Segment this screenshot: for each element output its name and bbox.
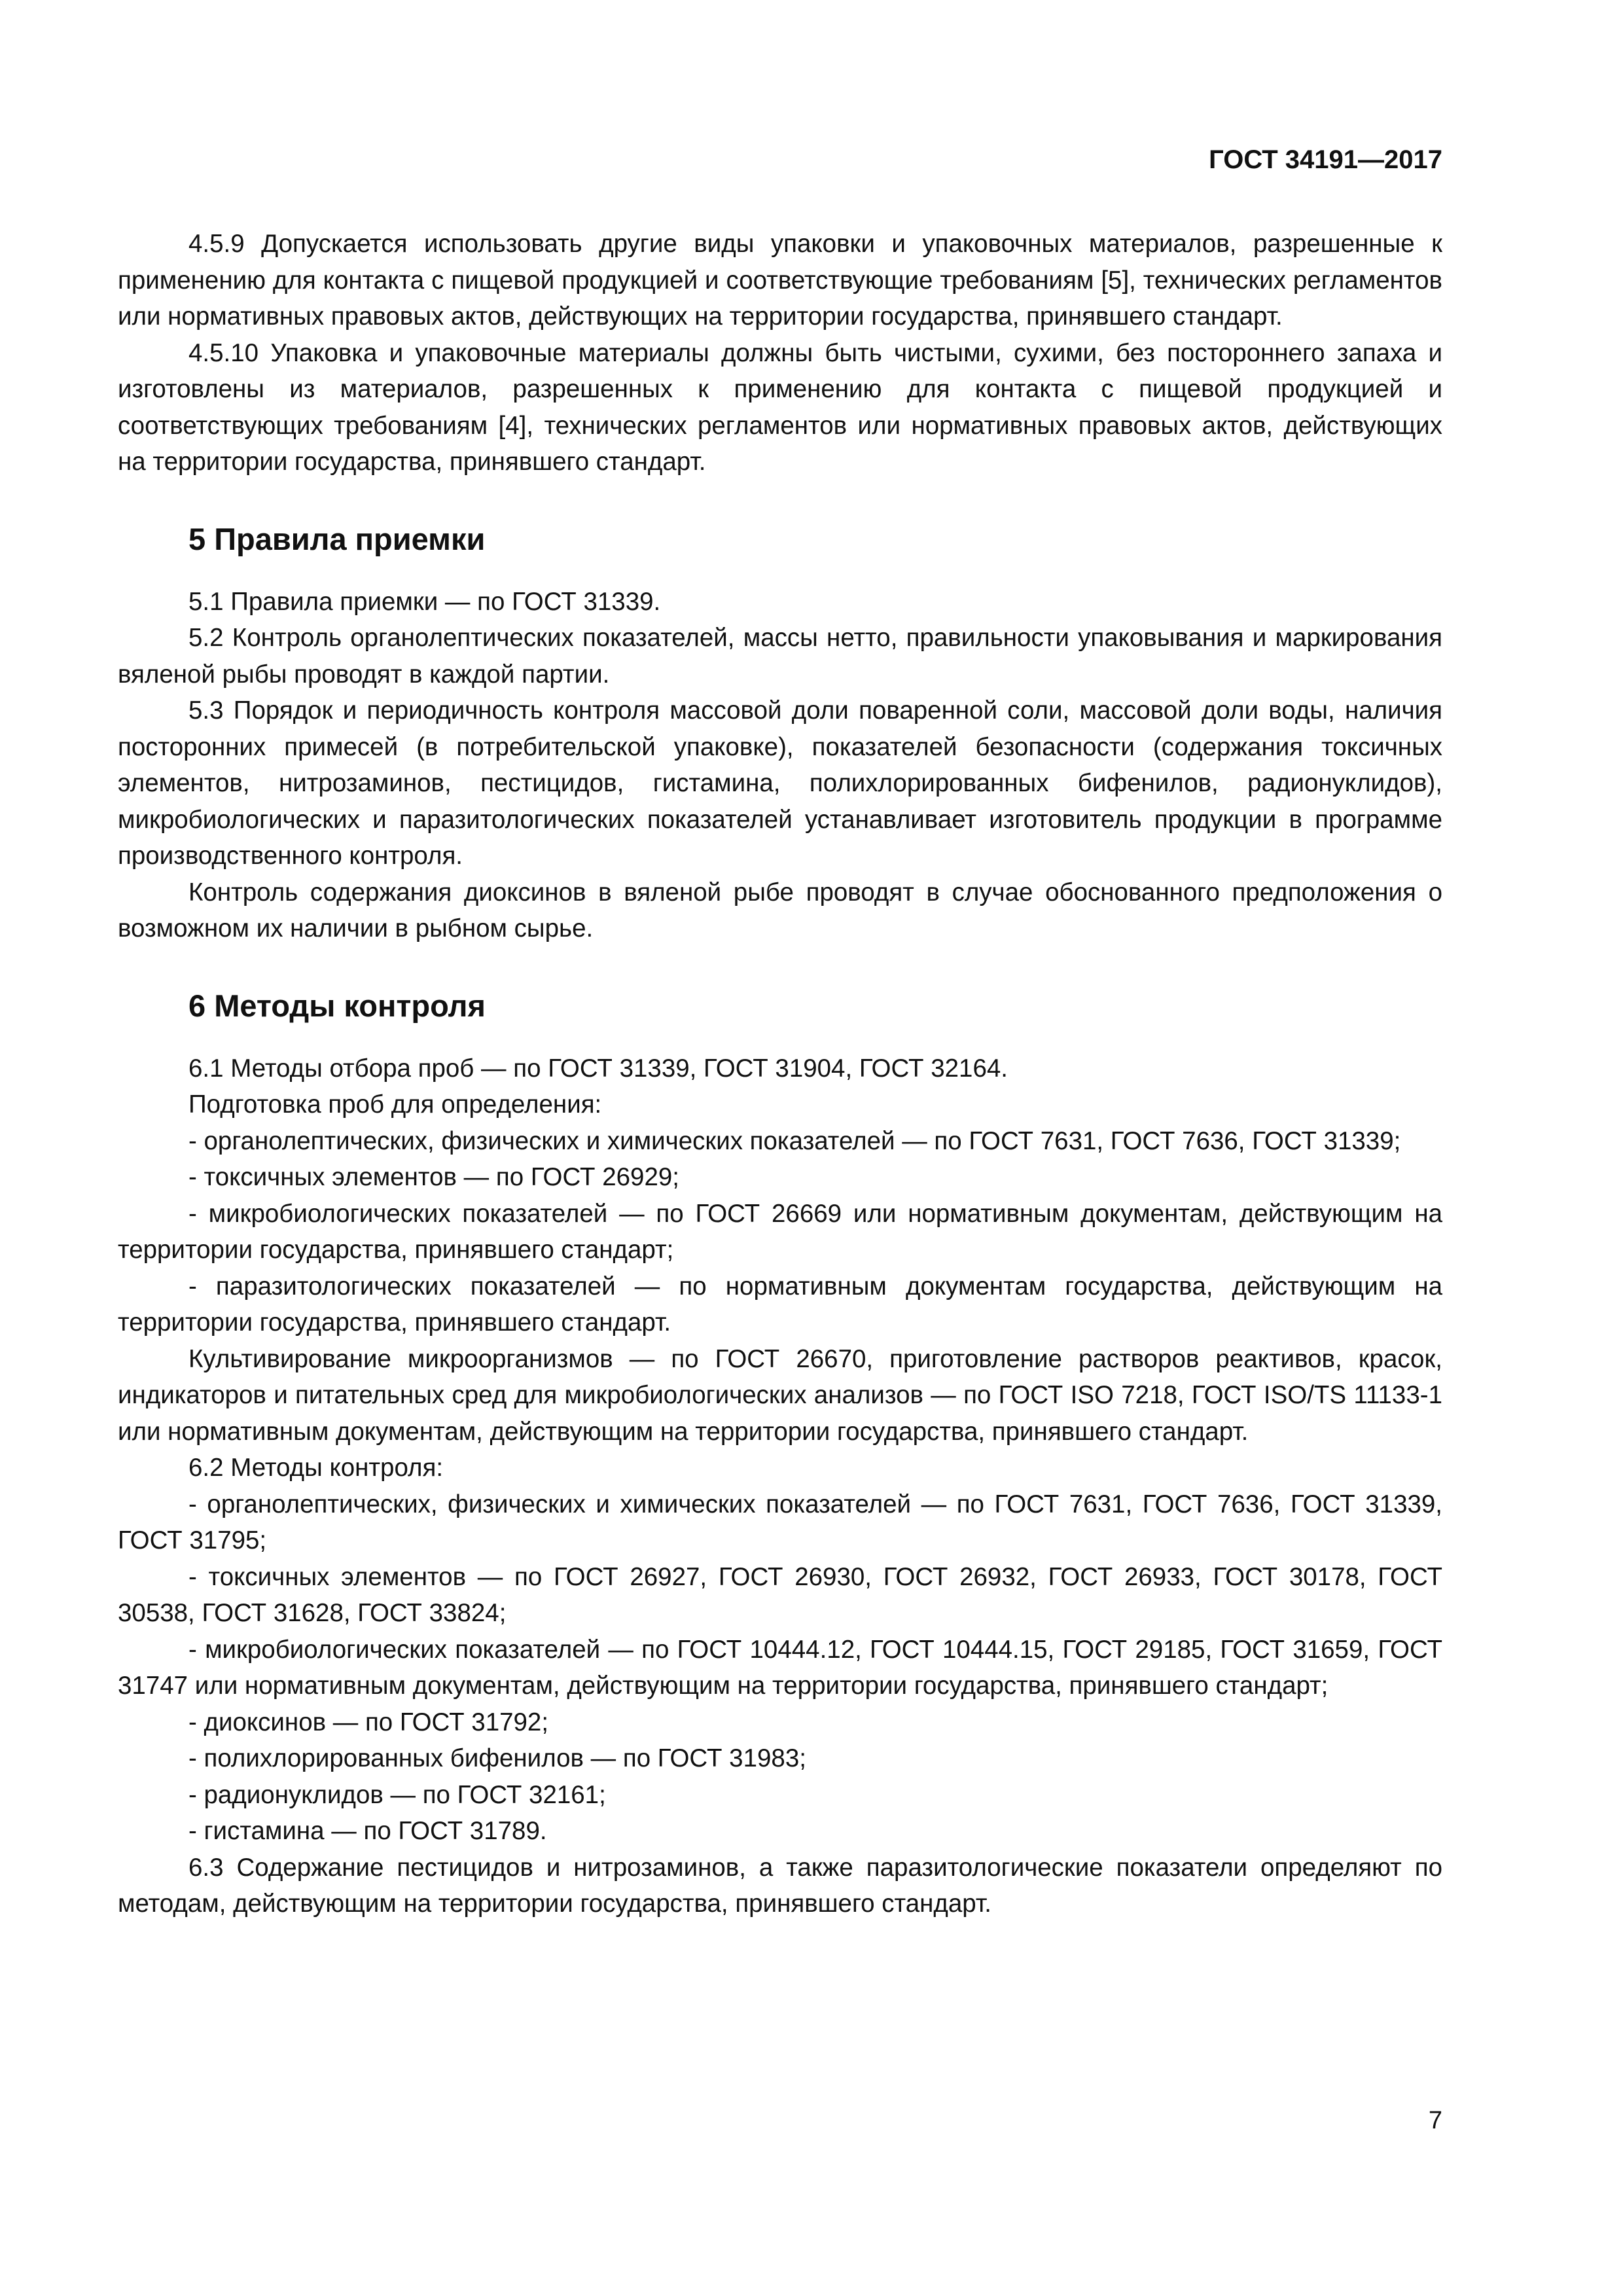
spacer (118, 480, 1442, 520)
paragraph-5-3: 5.3 Порядок и периодичность контроля массовой доли поваренной соли, массовой доли воды, наличия посторонних примесей (в потребительской упаковке), показателей безопасности (содержания токсичных элементов, нитрозаминов, пестицидов, гистамина, полихлорированных бифенилов, радионуклидов), микробиологических и паразитологических показателей устанавливает изготовитель продукции в программе производственного контроля. (118, 696, 1442, 870)
spacer (118, 1026, 1442, 1050)
paragraph-5-2: 5.2 Контроль органолептических показателей, массы нетто, правильности упаковывания и маркирования вяленой рыбы проводят в каждой партии. (118, 624, 1442, 689)
spacer (118, 947, 1442, 986)
list-item: - токсичных элементов — по ГОСТ 26927, ГОСТ 26930, ГОСТ 26932, ГОСТ 26933, ГОСТ 30178, ГОСТ 30538, ГОСТ 31628, ГОСТ 33824; (118, 1562, 1442, 1627)
list-item: - органолептических, физических и химических показателей — по ГОСТ 7631, ГОСТ 7636, ГОСТ 31339, ГОСТ 31795; (118, 1490, 1442, 1554)
list-item: - диоксинов — по ГОСТ 31792; (188, 1708, 549, 1736)
list-item: - паразитологических показателей — по нормативным документам государства, действующим на территории государства, принявшего стандарт. (118, 1272, 1442, 1336)
list-item: - органолептических, физических и химических показателей — по ГОСТ 7631, ГОСТ 7636, ГОСТ 31339; (188, 1126, 1401, 1155)
paragraph-cultivation: Культивирование микроорганизмов — по ГОСТ 26670, приготовление растворов реактивов, красок, индикаторов и питательных сред для микробиологических анализов — по ГОСТ ISO 7218, ГОСТ ISO/TS 11133-1 или нормативным документам, действующим на территории государства, принявшего стандарт. (118, 1344, 1442, 1446)
paragraph-6-3: 6.3 Содержание пестицидов и нитрозаминов, а также паразитологические показатели определяют по методам, действующим на территории государства, принявшего стандарт. (118, 1853, 1442, 1918)
spacer (118, 559, 1442, 584)
document-code-header: ГОСТ 34191—2017 (1209, 145, 1442, 174)
paragraph-dioxins-control: Контроль содержания диоксинов в вяленой рыбе проводят в случае обоснованного предположения о возможном их наличии в рыбном сырье. (118, 878, 1442, 942)
list-item: - микробиологических показателей — по ГОСТ 26669 или нормативным документам, действующим на территории государства, принявшего стандарт; (118, 1199, 1442, 1264)
page-number: 7 (1428, 2107, 1442, 2134)
section-heading-6: 6 Методы контроля (188, 988, 486, 1023)
list-item: - полихлорированных бифенилов — по ГОСТ 31983; (188, 1744, 806, 1772)
list-item: - радионуклидов — по ГОСТ 32161; (188, 1780, 606, 1809)
list-item: - микробиологических показателей — по ГОСТ 10444.12, ГОСТ 10444.15, ГОСТ 29185, ГОСТ 31659, ГОСТ 31747 или нормативным документам, действующим на территории государства, принявшего стандарт; (118, 1635, 1442, 1700)
paragraph-6-1: 6.1 Методы отбора проб — по ГОСТ 31339, ГОСТ 31904, ГОСТ 32164. (188, 1054, 1008, 1083)
paragraph-6-2: 6.2 Методы контроля: (188, 1454, 444, 1482)
list-item: - токсичных элементов — по ГОСТ 26929; (188, 1163, 679, 1191)
page-content (118, 226, 1442, 1922)
section-heading-5: 5 Правила приемки (188, 521, 486, 556)
paragraph-4-5-10: 4.5.10 Упаковка и упаковочные материалы должны быть чистыми, сухими, без постороннего запаха и изготовлены из материалов, разрешенных к применению для контакта с пищевой продукцией и соответствующих требованиям [4], технических регламентов или нормативных правовых актов, действующих на территории государства, принявшего стандарт. (118, 338, 1442, 476)
paragraph-sample-prep: Подготовка проб для определения: (188, 1090, 602, 1119)
paragraph-4-5-9: 4.5.9 Допускается использовать другие виды упаковки и упаковочных материалов, разрешенные к применению для контакта с пищевой продукцией и соответствующие требованиям [5], технических регламентов или нормативных правовых актов, действующих на территории государства, принявшего стандарт. (118, 230, 1442, 331)
paragraph-5-1: 5.1 Правила приемки — по ГОСТ 31339. (188, 587, 661, 616)
list-item: - гистамина — по ГОСТ 31789. (188, 1817, 547, 1845)
